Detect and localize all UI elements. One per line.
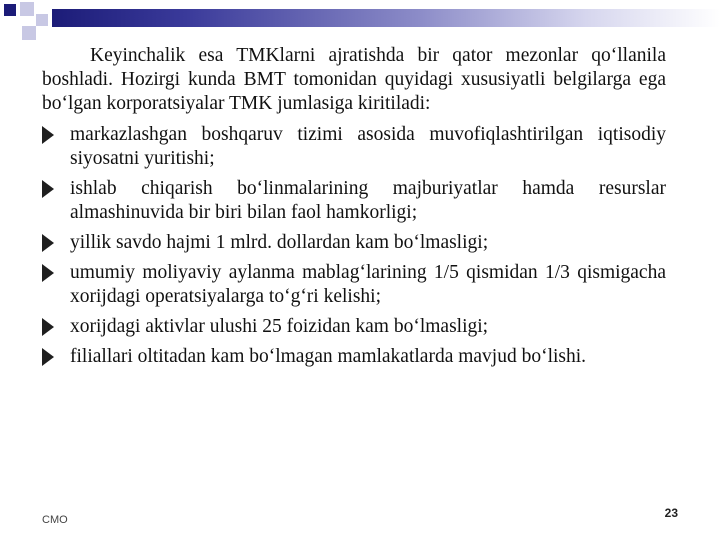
criteria-list bbox=[42, 123, 666, 369]
list-item-text: filiallari oltitadan kam bo‘lmagan mamlakatlarda mavjud bo‘lishi. bbox=[70, 346, 587, 367]
deco-square-light bbox=[20, 2, 34, 16]
intro-paragraph: Keyinchalik esa TMKlarni ajratishda bir qator mezonlar qo‘llanila boshladi. Hozirgi kunda BMT tomonidan quyidagi xususiyatli belgilarga ega bo‘lgan korporatsiyalar TMK jumlasiga kiritiladi: bbox=[42, 45, 666, 114]
list-item-text: xorijdagi aktivlar ulushi 25 foizidan kam bo‘lmasligi; bbox=[70, 316, 489, 337]
slide-body bbox=[42, 44, 666, 375]
list-item bbox=[42, 177, 666, 225]
bullet-arrow-icon bbox=[42, 264, 54, 282]
list-item bbox=[42, 231, 666, 255]
deco-square-light bbox=[22, 26, 36, 40]
bullet-arrow-icon bbox=[42, 234, 54, 252]
list-item-text: umumiy moliyaviy aylanma mablag‘larining 1/5 qismidan 1/3 qismigacha xorijdagi operatsiyalarga to‘g‘ri kelishi; bbox=[70, 262, 666, 307]
list-item bbox=[42, 261, 666, 309]
bullet-arrow-icon bbox=[42, 180, 54, 198]
bullet-arrow-icon bbox=[42, 318, 54, 336]
list-item-text: ishlab chiqarish bo‘linmalarining majburiyatlar hamda resurslar almashinuvida bir biri bilan faol hamkorligi; bbox=[70, 178, 666, 223]
bullet-arrow-icon bbox=[42, 348, 54, 366]
page-number: 23 bbox=[664, 506, 678, 520]
header-decoration bbox=[0, 0, 720, 48]
header-gradient-bar bbox=[52, 9, 720, 27]
footer-label: CMO bbox=[42, 514, 68, 526]
deco-square-light bbox=[36, 14, 48, 26]
deco-square-dark bbox=[4, 4, 16, 16]
list-item-text: markazlashgan boshqaruv tizimi asosida muvofiqlashtirilgan iqtisodiy siyosatni yuritishi; bbox=[70, 124, 666, 169]
list-item bbox=[42, 315, 666, 339]
bullet-arrow-icon bbox=[42, 126, 54, 144]
list-item-text: yillik savdo hajmi 1 mlrd. dollardan kam bo‘lmasligi; bbox=[70, 232, 489, 253]
list-item bbox=[42, 123, 666, 171]
list-item bbox=[42, 345, 666, 369]
